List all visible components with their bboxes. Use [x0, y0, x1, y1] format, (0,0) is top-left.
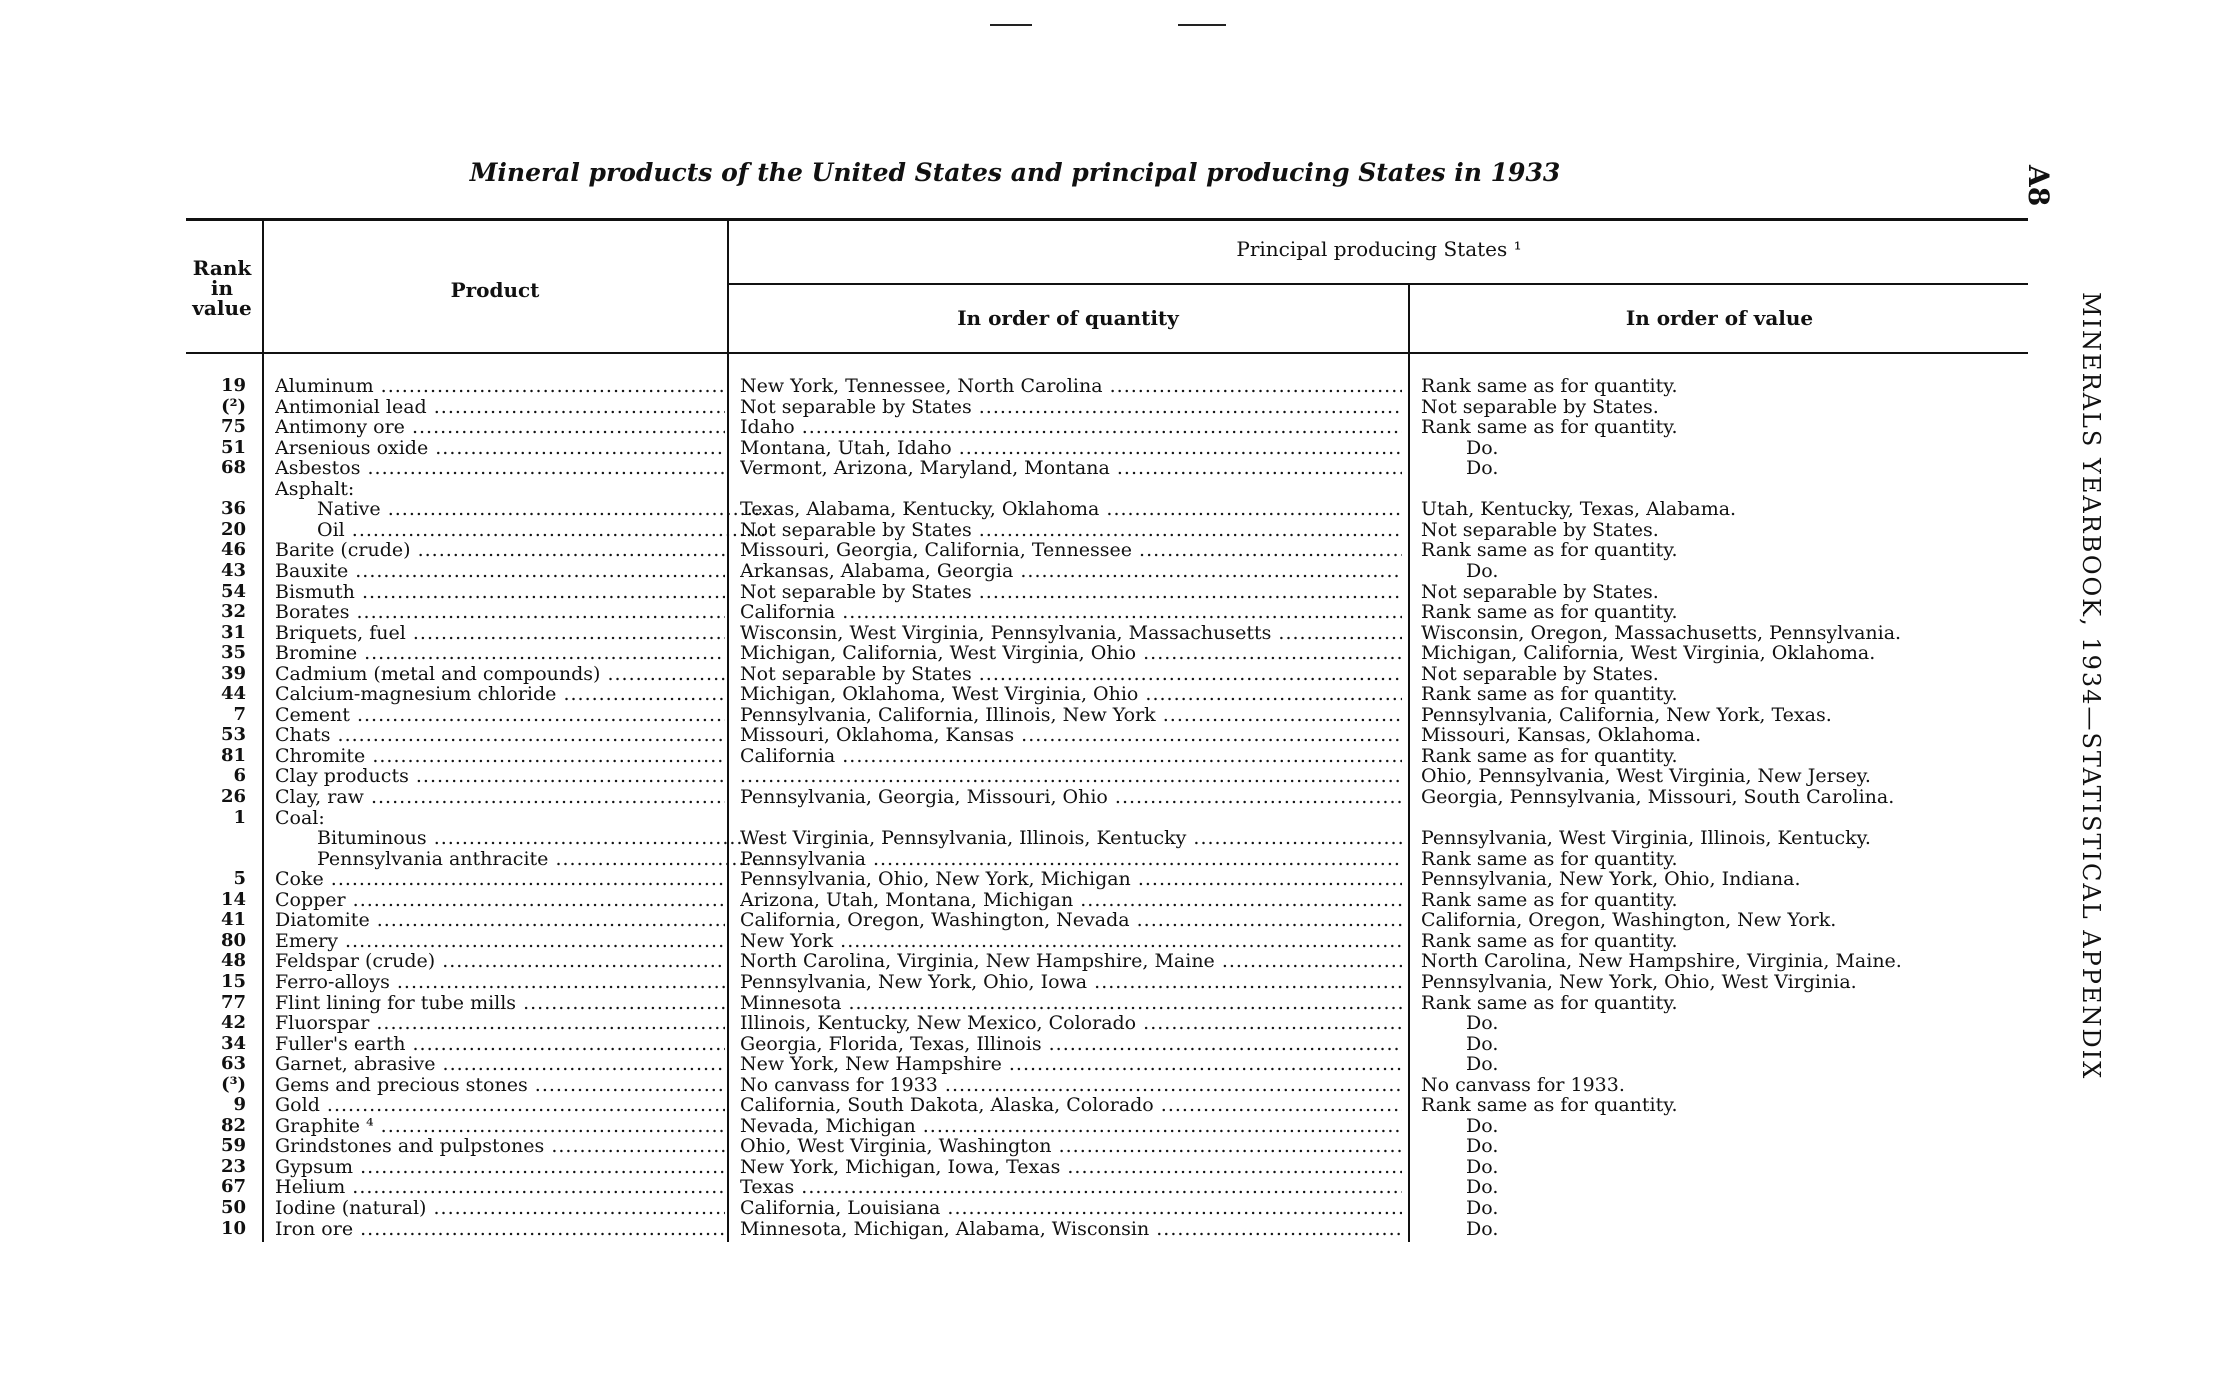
table-row: [0, 396, 2224, 416]
table-row: [0, 1094, 2224, 1117]
quantity-cell: Not separable by States .....: [740, 396, 1402, 418]
product-cell: Garnet, abrasive .....: [275, 1053, 725, 1075]
quantity-cell: New York, Tennessee, North Carolina .....: [740, 375, 1402, 397]
table-row: [0, 375, 2224, 395]
quantity-cell: Not separable by States .....: [740, 663, 1402, 685]
quantity-cell: Missouri, Georgia, California, Tennessee .....: [740, 539, 1402, 561]
table-row: [0, 416, 2224, 439]
rank-cell: 51: [220, 436, 246, 458]
quantity-cell: Wisconsin, West Virginia, Pennsylvania, Massachusetts .....: [740, 622, 1402, 644]
page-number: A8: [2022, 165, 2055, 207]
table-row: [0, 560, 2224, 580]
rank-cell: 32: [220, 601, 246, 623]
quantity-cell: Not separable by States .....: [740, 581, 1402, 603]
header-bottom-rule: [186, 352, 2028, 354]
value-cell: Not separable by States.: [1421, 662, 1659, 685]
product-cell: Coal:: [275, 806, 325, 829]
quantity-cell: New York, Michigan, Iowa, Texas .....: [740, 1156, 1402, 1178]
rank-cell: 36: [220, 498, 246, 520]
scan-mark: [1178, 24, 1226, 26]
product-cell: Native .....: [275, 498, 767, 520]
value-cell: Pennsylvania, California, New York, Texas.: [1421, 703, 1832, 726]
rank-cell: 19: [220, 375, 246, 396]
quantity-cell: Georgia, Florida, Texas, Illinois .....: [740, 1033, 1402, 1055]
value-cell: Rank same as for quantity.: [1421, 601, 1678, 624]
table-row: [0, 642, 2224, 665]
product-cell: Aluminum .....: [275, 375, 725, 397]
value-cell: Pennsylvania, New York, Ohio, Indiana.: [1421, 868, 1801, 891]
rank-cell: 31: [220, 621, 246, 643]
rank-cell: 9: [233, 1094, 246, 1116]
product-cell: Bauxite .....: [275, 560, 725, 582]
quantity-cell: Ohio, West Virginia, Washington .....: [740, 1135, 1402, 1157]
rank-cell: 15: [220, 970, 246, 992]
table-row: [0, 930, 2224, 950]
quantity-cell: New York .....: [740, 930, 1402, 952]
quantity-cell: Pennsylvania, New York, Ohio, Iowa .....: [740, 971, 1402, 993]
product-cell: Iron ore .....: [275, 1218, 725, 1240]
value-cell: Pennsylvania, New York, Ohio, West Virginia.: [1421, 970, 1857, 993]
rank-cell: 7: [233, 703, 246, 725]
product-cell: Ferro-alloys .....: [275, 971, 725, 993]
table-row: [0, 868, 2224, 891]
table-row: [0, 1074, 2224, 1094]
product-cell: Antimonial lead .....: [275, 396, 725, 418]
value-cell: Utah, Kentucky, Texas, Alabama.: [1421, 498, 1737, 521]
value-cell: North Carolina, New Hampshire, Virginia, Maine.: [1421, 950, 1902, 973]
scan-mark: [990, 24, 1032, 26]
quantity-cell: California .....: [740, 601, 1402, 623]
table-row: [0, 622, 2224, 642]
table-row: [0, 1135, 2224, 1158]
value-cell: Do.: [1466, 1114, 1499, 1137]
product-cell: Arsenious oxide .....: [275, 437, 725, 459]
rank-cell: 59: [220, 1135, 246, 1157]
rank-cell: 54: [220, 580, 246, 602]
value-cell: Michigan, California, West Virginia, Oklahoma.: [1421, 642, 1876, 665]
quantity-cell: Pennsylvania, Georgia, Missouri, Ohio .....: [740, 786, 1402, 808]
rank-cell: 44: [220, 683, 246, 705]
product-cell: Grindstones and pulpstones .....: [275, 1135, 725, 1157]
value-cell: Not separable by States.: [1421, 580, 1659, 603]
table-row: [0, 683, 2224, 706]
value-cell: Do.: [1466, 1012, 1499, 1035]
product-cell: Chats .....: [275, 724, 725, 746]
table-row: [0, 807, 2224, 827]
principal-rule: [729, 283, 2028, 285]
product-cell: Asbestos .....: [275, 457, 725, 479]
rank-cell: 14: [220, 888, 246, 910]
table-row: [0, 1012, 2224, 1035]
header-product: Product: [450, 278, 540, 302]
product-cell: Clay, raw .....: [275, 786, 725, 808]
header-rank: Rank in value: [192, 256, 252, 320]
table-row: [0, 724, 2224, 747]
value-cell: California, Oregon, Washington, New York.: [1421, 909, 1837, 932]
product-cell: Bismuth .....: [275, 581, 725, 603]
quantity-cell: No canvass for 1933 .....: [740, 1074, 1402, 1096]
value-cell: Rank same as for quantity.: [1421, 888, 1678, 911]
rank-cell: 81: [220, 744, 246, 766]
value-cell: Do.: [1466, 1197, 1499, 1219]
table-row: [0, 909, 2224, 932]
rank-cell: 68: [220, 457, 246, 479]
quantity-cell: Nevada, Michigan .....: [740, 1115, 1402, 1137]
quantity-cell: Missouri, Oklahoma, Kansas .....: [740, 724, 1402, 746]
product-cell: Asphalt:: [275, 477, 355, 500]
quantity-cell: Pennsylvania, Ohio, New York, Michigan .....: [740, 868, 1402, 890]
product-cell: Gold .....: [275, 1094, 725, 1116]
header-principal: Principal producing States ¹: [1236, 237, 1522, 261]
product-cell: Briquets, fuel .....: [275, 622, 725, 644]
value-cell: Do.: [1466, 1217, 1499, 1240]
product-cell: Coke .....: [275, 868, 725, 890]
table-row: [0, 1218, 2224, 1238]
header-value: In order of value: [1625, 306, 1814, 330]
value-cell: Ohio, Pennsylvania, West Virginia, New Jersey.: [1421, 765, 1871, 788]
table-row: [0, 498, 2224, 521]
table-row: [0, 889, 2224, 909]
table-row: [0, 848, 2224, 868]
page-title: Mineral products of the United States and principal producing States in 1933: [469, 158, 1561, 187]
table-row: [0, 950, 2224, 973]
product-cell: Fuller's earth .....: [275, 1033, 725, 1055]
quantity-cell: West Virginia, Pennsylvania, Illinois, Kentucky .....: [740, 827, 1402, 849]
product-cell: Bromine .....: [275, 642, 725, 664]
quantity-cell: Texas, Alabama, Kentucky, Oklahoma .....: [740, 498, 1402, 520]
quantity-cell: North Carolina, Virginia, New Hampshire, Maine .....: [740, 950, 1402, 972]
rank-cell: 10: [220, 1217, 246, 1239]
product-cell: Cadmium (metal and compounds) .....: [275, 663, 725, 685]
product-cell: Diatomite .....: [275, 909, 725, 931]
rank-cell: (³): [221, 1073, 246, 1095]
quantity-cell: Arizona, Utah, Montana, Michigan .....: [740, 889, 1402, 911]
quantity-cell: Montana, Utah, Idaho .....: [740, 437, 1402, 459]
quantity-cell: California .....: [740, 745, 1402, 767]
product-cell: Flint lining for tube mills .....: [275, 992, 725, 1014]
header-quantity: In order of quantity: [957, 306, 1179, 330]
value-cell: Do.: [1466, 436, 1499, 459]
quantity-cell: California, Oregon, Washington, Nevada .....: [740, 909, 1402, 931]
value-cell: Rank same as for quantity.: [1421, 539, 1678, 562]
product-cell: Barite (crude) .....: [275, 539, 725, 561]
table-row: [0, 1176, 2224, 1199]
table-row: [0, 437, 2224, 457]
quantity-cell: [740, 765, 1402, 787]
product-cell: Gems and precious stones .....: [275, 1074, 725, 1096]
table-row: [0, 1033, 2224, 1053]
rank-cell: 75: [220, 416, 246, 438]
table-row: [0, 581, 2224, 601]
rank-cell: 67: [220, 1176, 246, 1198]
product-cell: Oil .....: [275, 519, 767, 541]
rank-cell: 77: [220, 991, 246, 1013]
running-head: MINERALS YEARBOOK, 1934—STATISTICAL APPENDIX: [2077, 292, 2105, 1081]
value-cell: Do.: [1466, 1032, 1499, 1055]
table-row: [0, 745, 2224, 765]
rank-cell: 46: [220, 539, 246, 561]
value-cell: Rank same as for quantity.: [1421, 744, 1678, 767]
product-cell: Pennsylvania anthracite .....: [275, 848, 767, 870]
table-row: [0, 971, 2224, 991]
value-cell: Do.: [1466, 1053, 1499, 1076]
table-row: [0, 539, 2224, 562]
quantity-cell: Pennsylvania .....: [740, 848, 1402, 870]
product-cell: Fluorspar .....: [275, 1012, 725, 1034]
quantity-cell: Illinois, Kentucky, New Mexico, Colorado .....: [740, 1012, 1402, 1034]
product-cell: Calcium-magnesium chloride .....: [275, 683, 725, 705]
value-cell: Georgia, Pennsylvania, Missouri, South Carolina.: [1421, 786, 1895, 808]
rank-cell: 82: [220, 1114, 246, 1136]
rank-cell: 20: [220, 518, 246, 540]
product-cell: Gypsum .....: [275, 1156, 725, 1178]
product-cell: Chromite .....: [275, 745, 725, 767]
quantity-cell: California, Louisiana .....: [740, 1197, 1402, 1219]
table-row: [0, 601, 2224, 624]
product-cell: Graphite ⁴ .....: [275, 1115, 725, 1137]
rank-cell: 41: [220, 909, 246, 931]
value-cell: Do.: [1466, 1176, 1499, 1199]
value-cell: Do.: [1466, 559, 1499, 582]
table-row: [0, 663, 2224, 683]
quantity-cell: Michigan, California, West Virginia, Ohio .....: [740, 642, 1402, 664]
table-row: [0, 1053, 2224, 1076]
rank-cell: 23: [220, 1155, 246, 1177]
quantity-cell: Arkansas, Alabama, Georgia .....: [740, 560, 1402, 582]
quantity-cell: Texas .....: [740, 1176, 1402, 1198]
product-cell: Copper .....: [275, 889, 725, 911]
rank-cell: 43: [220, 559, 246, 581]
quantity-cell: Michigan, Oklahoma, West Virginia, Ohio .....: [740, 683, 1402, 705]
value-cell: Rank same as for quantity.: [1421, 929, 1678, 952]
table-row: [0, 827, 2224, 850]
product-cell: Bituminous .....: [275, 827, 767, 849]
table-top-rule: [186, 218, 2028, 221]
value-cell: Rank same as for quantity.: [1421, 1094, 1678, 1117]
value-cell: Not separable by States.: [1421, 518, 1659, 541]
quantity-cell: Vermont, Arizona, Maryland, Montana .....: [740, 457, 1402, 479]
quantity-cell: New York, New Hampshire .....: [740, 1053, 1402, 1075]
value-cell: Do.: [1466, 457, 1499, 480]
value-cell: Do.: [1466, 1155, 1499, 1178]
table-row: [0, 1197, 2224, 1217]
value-cell: Rank same as for quantity.: [1421, 847, 1678, 870]
rank-cell: 50: [220, 1197, 246, 1218]
product-cell: Borates .....: [275, 601, 725, 623]
value-cell: No canvass for 1933.: [1421, 1073, 1625, 1096]
value-cell: Pennsylvania, West Virginia, Illinois, Kentucky.: [1421, 827, 1871, 850]
rank-cell: 1: [233, 806, 246, 828]
quantity-cell: California, South Dakota, Alaska, Colorado .....: [740, 1094, 1402, 1116]
quantity-cell: Idaho .....: [740, 416, 1402, 438]
value-cell: Rank same as for quantity.: [1421, 416, 1678, 439]
rank-cell: 39: [220, 662, 246, 684]
rank-cell: 80: [220, 929, 246, 951]
product-cell: Clay products .....: [275, 765, 725, 787]
product-cell: Cement .....: [275, 704, 725, 726]
rank-cell: 6: [233, 765, 246, 787]
product-cell: Feldspar (crude) .....: [275, 950, 725, 972]
value-cell: Wisconsin, Oregon, Massachusetts, Pennsylvania.: [1421, 621, 1902, 644]
quantity-cell: Pennsylvania, California, Illinois, New York .....: [740, 704, 1402, 726]
value-cell: Rank same as for quantity.: [1421, 683, 1678, 706]
table-row: [0, 992, 2224, 1012]
table-row: [0, 704, 2224, 724]
rank-cell: 53: [220, 724, 246, 746]
value-cell: Rank same as for quantity.: [1421, 375, 1678, 397]
rank-cell: 42: [220, 1012, 246, 1034]
rank-cell: (²): [221, 395, 246, 417]
value-cell: Do.: [1466, 1135, 1499, 1158]
table-row: [0, 519, 2224, 539]
rank-cell: 34: [220, 1032, 246, 1054]
table-row: [0, 1115, 2224, 1135]
rank-cell: 35: [220, 642, 246, 664]
table-row: [0, 1156, 2224, 1176]
table-row: [0, 786, 2224, 806]
rank-cell: 48: [220, 950, 246, 972]
rank-cell: 5: [233, 868, 246, 890]
product-cell: Antimony ore .....: [275, 416, 725, 438]
product-cell: Iodine (natural) .....: [275, 1197, 725, 1219]
value-cell: Rank same as for quantity.: [1421, 991, 1678, 1014]
product-cell: Emery .....: [275, 930, 725, 952]
quantity-cell: Minnesota .....: [740, 992, 1402, 1014]
table-row: [0, 457, 2224, 480]
rank-cell: 26: [220, 786, 246, 807]
quantity-cell: Minnesota, Michigan, Alabama, Wisconsin .....: [740, 1218, 1402, 1240]
value-cell: Not separable by States.: [1421, 395, 1659, 418]
rank-cell: 63: [220, 1053, 246, 1075]
table-row: [0, 765, 2224, 788]
value-cell: Missouri, Kansas, Oklahoma.: [1421, 724, 1702, 747]
quantity-cell: Not separable by States .....: [740, 519, 1402, 541]
table-row: [0, 478, 2224, 498]
product-cell: Helium .....: [275, 1176, 725, 1198]
